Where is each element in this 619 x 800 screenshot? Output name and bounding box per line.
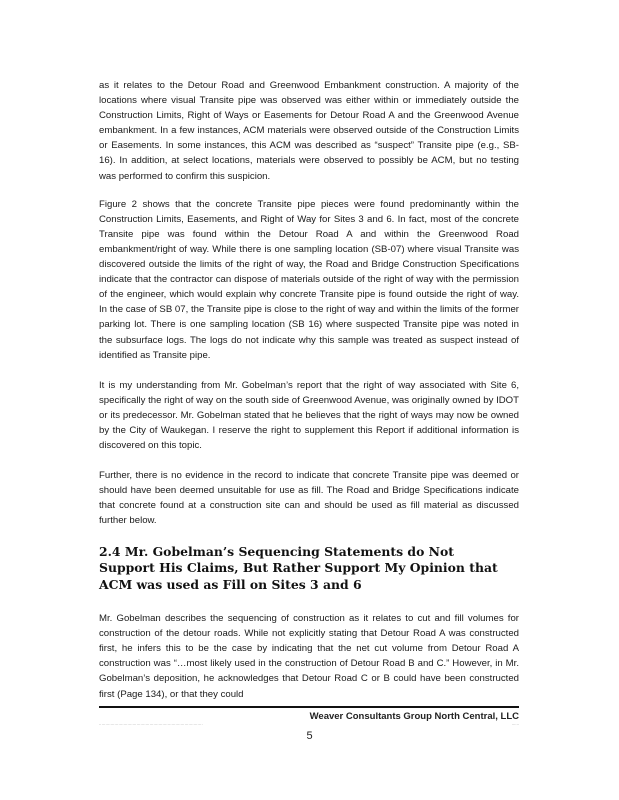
footer-divider	[99, 706, 519, 708]
paragraph-1: as it relates to the Detour Road and Greenwood Embankment construction. A majority of the locations where visual Transite pipe was observed was either within or immediately outside the Construction Limits, Right of Ways or Easements for Detour Road A and the Greenwood Avenue embankment. In a few instances, ACM materials were observed outside of the Construction Limits or Easements. In some instances, this ACM was described as “suspect” Transite pipe (e.g., SB-16). In addition, at select locations, materials were observed to possibly be ACM, but no testing was performed to confirm this suspicion.	[99, 80, 519, 182]
footer-date: ······	[511, 723, 519, 727]
section-heading: 2.4 Mr. Gobelman’s Sequencing Statements do Not Support His Claims, But Rather Support My Opinion that ACM was used as Fill on Sites 3 and 6	[99, 543, 498, 592]
section-paragraph: Mr. Gobelman describes the sequencing of construction as it relates to cut and fill volumes for construction of the detour roads. While not explicitly stating that Detour Road A was constructed first, he infers this to be the case by indicating that the net cut volume from Detour Road A construction was “…most likely used in the construction of Detour Road B and C.” However, in Mr. Gobelman’s deposition, he acknowledges that Detour Road C or B could have been constructed first (Page 134), or that they could	[99, 613, 519, 700]
page-body	[99, 78, 519, 717]
footer-company-name: Weaver Consultants Group North Central, LLC	[309, 711, 519, 722]
paragraph-4: Further, there is no evidence in the record to indicate that concrete Transite pipe was deemed or should have been deemed unsuitable for use as fill. The Road and Bridge Specifications indicate that concrete found at a construction site can and should be used as fill material as discussed further below.	[99, 470, 519, 527]
paragraph-3: It is my understanding from Mr. Gobelman’s report that the right of way associated with Site 6, specifically the right of way on the south side of Greenwood Avenue, was originally owned by IDOT or its predecessor. Mr. Gobelman stated that he believes that the right of ways may now be owned by the City of Waukegan. I reserve the right to supplement this Report if additional information is discovered on this topic.	[99, 379, 519, 452]
footer-file-path: ················································································	[99, 723, 203, 727]
page-number: 5	[306, 730, 313, 742]
paragraph-2: Figure 2 shows that the concrete Transite pipe pieces were found predominantly within the Construction Limits, Easements, and Right of Way for Sites 3 and 6. In fact, most of the concrete Transite pipe was found within the Detour Road A and within the Greenwood Road embankment/right of way. While there is one sampling location (SB-07) where visual Transite was discovered outside the limits of the right of way, the Road and Bridge Construction Specifications indicate that the contractor can dispose of materials outside of the right of way with the permission of the engineer, which would explain why concrete Transite pipe is found outside the right of way. In the case of SB 07, the Transite pipe is close to the right of way and within the limits of the former parking lot. There is one sampling location (SB 16) where suspected Transite pipe was noted in the subsurface logs. The logs do not indicate why this sample was treated as suspect instead of identified as Transite pipe.	[99, 198, 519, 361]
